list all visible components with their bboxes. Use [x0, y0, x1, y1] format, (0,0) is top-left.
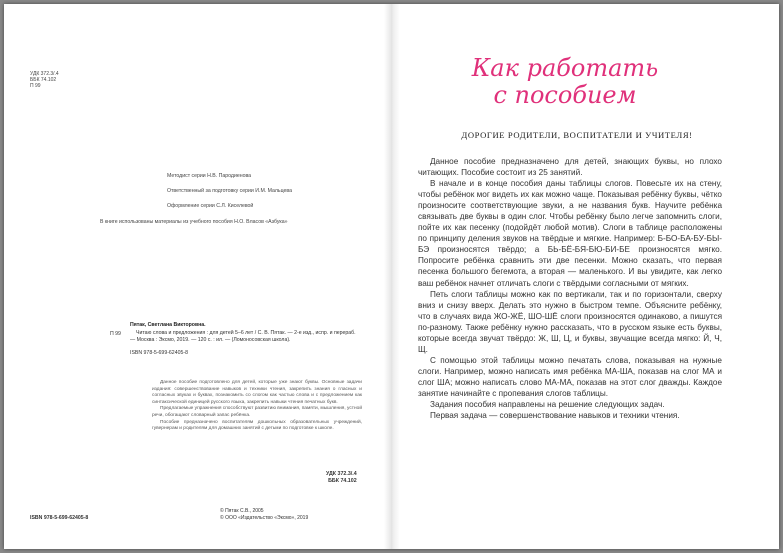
body-paragraph: В начале и в конце пособия даны таблицы слогов. Повесьте их на стену, чтобы ребёнок мог видеть их как можно чаще. Показывая ребёнку буквы, чётко произносите соответствующие звуки, а не названия букв. Научите ребёнка связывать две буквы в один слог. Чтобы ребёнку было легче запомнить слоги, пойте их как песенку (подойдёт любой мотив). Слоги в таблице расположены по принципу деления звуков на твёрдые и мягкие. Например: Б-БО-БА-БУ-БЫ-БЭ произносятся твёрдо; а БЬ-БЁ-БЯ-БЮ-БИ-БЕ произносятся мягко. Попросите ребёнка сравнить эти две песенки. Можно сказать, что первая песенка большого бегемота, а вторая — маленького. И вы увидите, как легко ваш ребёнок начнет отличать слоги с твёрдыми согласными от мягких.	[418, 179, 722, 288]
bib-code: П 99	[110, 331, 121, 337]
body-paragraph: Петь слоги таблицы можно как по вертикали, так и по горизонтали, сверху вниз и снизу вверх. Делать это нужно в быстром темпе. Объясните ребёнку, что в случаях вида ЖО-ЖЁ, ШО-ШЁ слоги произносятся одинаково, а пишутся по-разному. Также ребёнку нужно рассказать, что в русском языке есть буквы, которые всегда звучат твёрдо: Ж, Ш, Ц, и буквы, звучащие всегда мягко: Й, Ч, Щ.	[418, 289, 722, 354]
title-line-2: с пособием	[493, 81, 637, 109]
credit-design: Оформление серии С.Л. Киселевой	[167, 203, 254, 209]
credit-responsible: Ответственный за подготовку серии И.М. Мальцева	[167, 188, 293, 194]
copyright-publisher: © ООО «Издательство «Эксмо», 2019	[220, 515, 309, 521]
bib-author: Пятак, Светлана Викторовна.	[130, 322, 206, 328]
body-paragraph: Данное пособие предназначено для детей, знающих буквы, но плохо читающих. Пособие состоит из 25 занятий.	[418, 157, 722, 178]
udk-bottom-line: УДК 372.3/.4	[326, 471, 357, 477]
annotation-paragraph: Пособие предназначено воспитателям дошкольных образовательных учреждений, гувернерам и родителям для домашних занятий с детьми по подготовке к школе.	[152, 419, 362, 432]
annotation-paragraph: Данное пособие подготовлено для детей, которые уже знают буквы. Основные задачи издания: совершенствование навыков и техники чтения, закрепить знания о гласных и согласных звуках и буквах, познакомить со слогом как частью слова и с предложением как синтаксической единицей русского языка, закрепить навыки чтения печатных букв.	[152, 380, 362, 405]
copyright-author: © Пятак С.В., 2005	[220, 508, 264, 514]
copyright	[220, 508, 308, 522]
author-mark: П 99	[30, 83, 41, 89]
credit-materials: В книге использованы материалы из учебного пособия Н.О. Власов «Азбука»	[100, 219, 288, 225]
udk-code: УДК 372.3/.4	[30, 71, 59, 77]
page-subtitle: ДОРОГИЕ РОДИТЕЛИ, ВОСПИТАТЕЛИ И УЧИТЕЛЯ!	[461, 130, 693, 140]
bib-description: Читаю слова и предложения : для детей 5–6 лет / С. В. Пятак. — 2-е изд., испр. и перераб. — Москва : Эксмо, 2019. — 120 с. : ил. — (Ломоносовская школа).	[130, 329, 356, 343]
annotation	[152, 380, 362, 433]
bib-isbn: ISBN 978-5-699-62405-8	[130, 349, 188, 356]
bbk-bottom-line: ББК 74.102	[328, 477, 357, 484]
body-paragraph: С помощью этой таблицы можно печатать слова, показывая на нужные слоги. Например, можно написать имя ребёнка МА-ША, показав на слог МА и слог ША; можно написать слово МА-МА, показав на этот слог дважды. Каждое занятие начинайте с пропевания слогов таблицы.	[418, 355, 722, 398]
book-gutter	[384, 4, 400, 549]
isbn-bottom: ISBN 978-5-699-62405-8	[30, 515, 89, 521]
page-title	[430, 55, 700, 109]
body-text	[418, 156, 722, 421]
bibliographic-record	[130, 322, 362, 357]
left-page	[4, 4, 391, 549]
title-line-1: Как работать	[471, 54, 659, 82]
credit-methodist: Методист серии Н.В. Пародиенова	[167, 173, 252, 179]
classification-codes	[30, 71, 59, 89]
annotation-paragraph: Предлагаемые упражнения способствуют развитию внимания, памяти, мышления, устной речи, обогащают словарный запас ребёнка.	[152, 406, 362, 418]
bbk-code: ББК 74.102	[30, 77, 57, 83]
body-paragraph: Первая задача — совершенствование навыков и техники чтения.	[430, 411, 680, 421]
udk-bottom	[326, 471, 357, 484]
body-paragraph: Задания пособия направлены на решение следующих задач.	[430, 400, 665, 410]
